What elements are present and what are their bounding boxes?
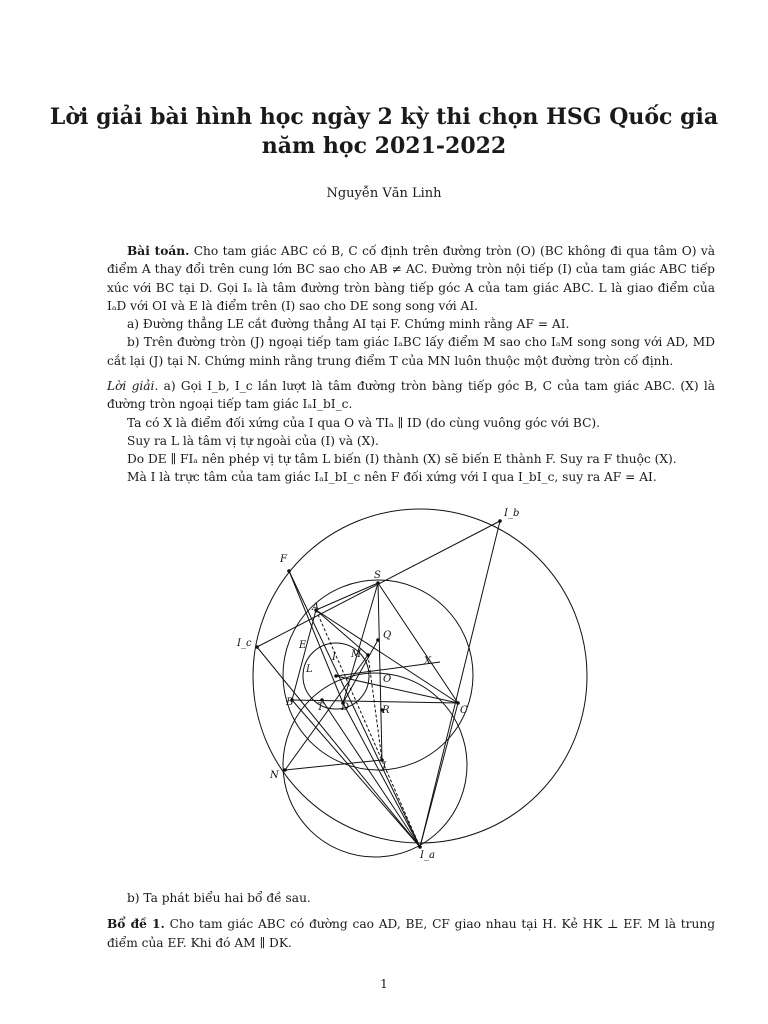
label-I: I [332, 652, 336, 663]
solution-line-5: Mà I là trực tâm của tam giác IₐI_bI_c nên F đối xứng với I qua I_bI_c, suy ra AF = AI. [127, 470, 657, 485]
problem-statement [107, 242, 715, 370]
problem-text: Cho tam giác ABC có B, C cố định trên đường tròn (O) (BC không đi qua tâm O) và điểm A thay đổi trên cung lớn BC sao cho AB ≠ AC. Đường tròn nội tiếp (I) của tam giác ABC tiếp xúc với BC tại D. Gọi Iₐ là tâm đường tròn bàng tiếp góc A của tam giác ABC. L là giao điểm của IₐD với OI và E là điểm trên (I) sao cho DE song song với AI. [107, 244, 715, 313]
label-N: N [270, 770, 279, 781]
label-R: R [382, 705, 390, 716]
author: Nguyễn Văn Linh [326, 186, 442, 201]
solution-line-3: Suy ra L là tâm vị tự ngoài của (I) và (X). [127, 433, 379, 448]
label-J: J [382, 761, 387, 772]
lemma-1-label: Bổ đề 1. [107, 917, 165, 932]
title-line-2: năm học 2021-2022 [261, 133, 507, 159]
solution-line-2: Ta có X là điểm đối xứng của I qua O và TIₐ ∥ ID (do cùng vuông góc với BC). [127, 415, 601, 430]
label-E: E [299, 640, 307, 651]
solution-line-1: a) Gọi I_b, I_c lần lượt là tâm đường tròn bàng tiếp góc B, C của tam giác ABC. (X) là đường tròn ngoại tiếp tam giác IₐI_bI_c. [107, 379, 715, 412]
label-Ia: I_a [420, 850, 435, 861]
solution-label: Lời giải. [107, 379, 159, 393]
solution [107, 377, 715, 487]
label-S: S [374, 570, 381, 581]
label-B: B [286, 697, 294, 708]
label-A: A [312, 602, 320, 613]
label-D: D [341, 702, 350, 713]
label-C: C [460, 705, 468, 716]
problem-part-a: a) Đường thẳng LE cắt đường thẳng AI tại F. Chứng minh rằng AF = AI. [127, 317, 570, 332]
paper-title [0, 103, 768, 161]
label-T: T [317, 702, 324, 713]
label-Ib: I_b [504, 508, 520, 519]
solution-line-4: Do DE ∥ FIₐ nên phép vị tự tâm L biến (I) thành (X) sẽ biến E thành F. Suy ra F thuộc (X). [127, 452, 677, 467]
label-F: F [280, 554, 287, 565]
label-M: M [351, 649, 362, 660]
part-b-section [107, 889, 715, 952]
geometry-figure [220, 495, 600, 870]
label-Ic: I_c [237, 638, 252, 649]
problem-part-b: b) Trên đường tròn (J) ngoại tiếp tam giác IₐBC lấy điểm M sao cho IₐM song song với AD, MD cắt lại (J) tại N. Chứng minh rằng trung điểm T của MN luôn thuộc một đường tròn cố định. [107, 335, 715, 368]
title-line-1: Lời giải bài hình học ngày 2 kỳ thi chọn HSG Quốc gia [49, 104, 719, 130]
lemma-1-text: Cho tam giác ABC có đường cao AD, BE, CF giao nhau tại H. Kẻ HK ⊥ EF. M là trung điểm của EF. Khi đó AM ∥ DK. [107, 917, 716, 950]
label-Q: Q [383, 630, 392, 641]
label-O: O [383, 674, 392, 685]
problem-label: Bài toán. [127, 244, 190, 258]
label-X: X [424, 656, 432, 667]
part-b-intro: b) Ta phát biểu hai bổ đề sau. [127, 891, 311, 905]
label-L: L [306, 664, 313, 675]
page-number: 1 [380, 977, 388, 991]
